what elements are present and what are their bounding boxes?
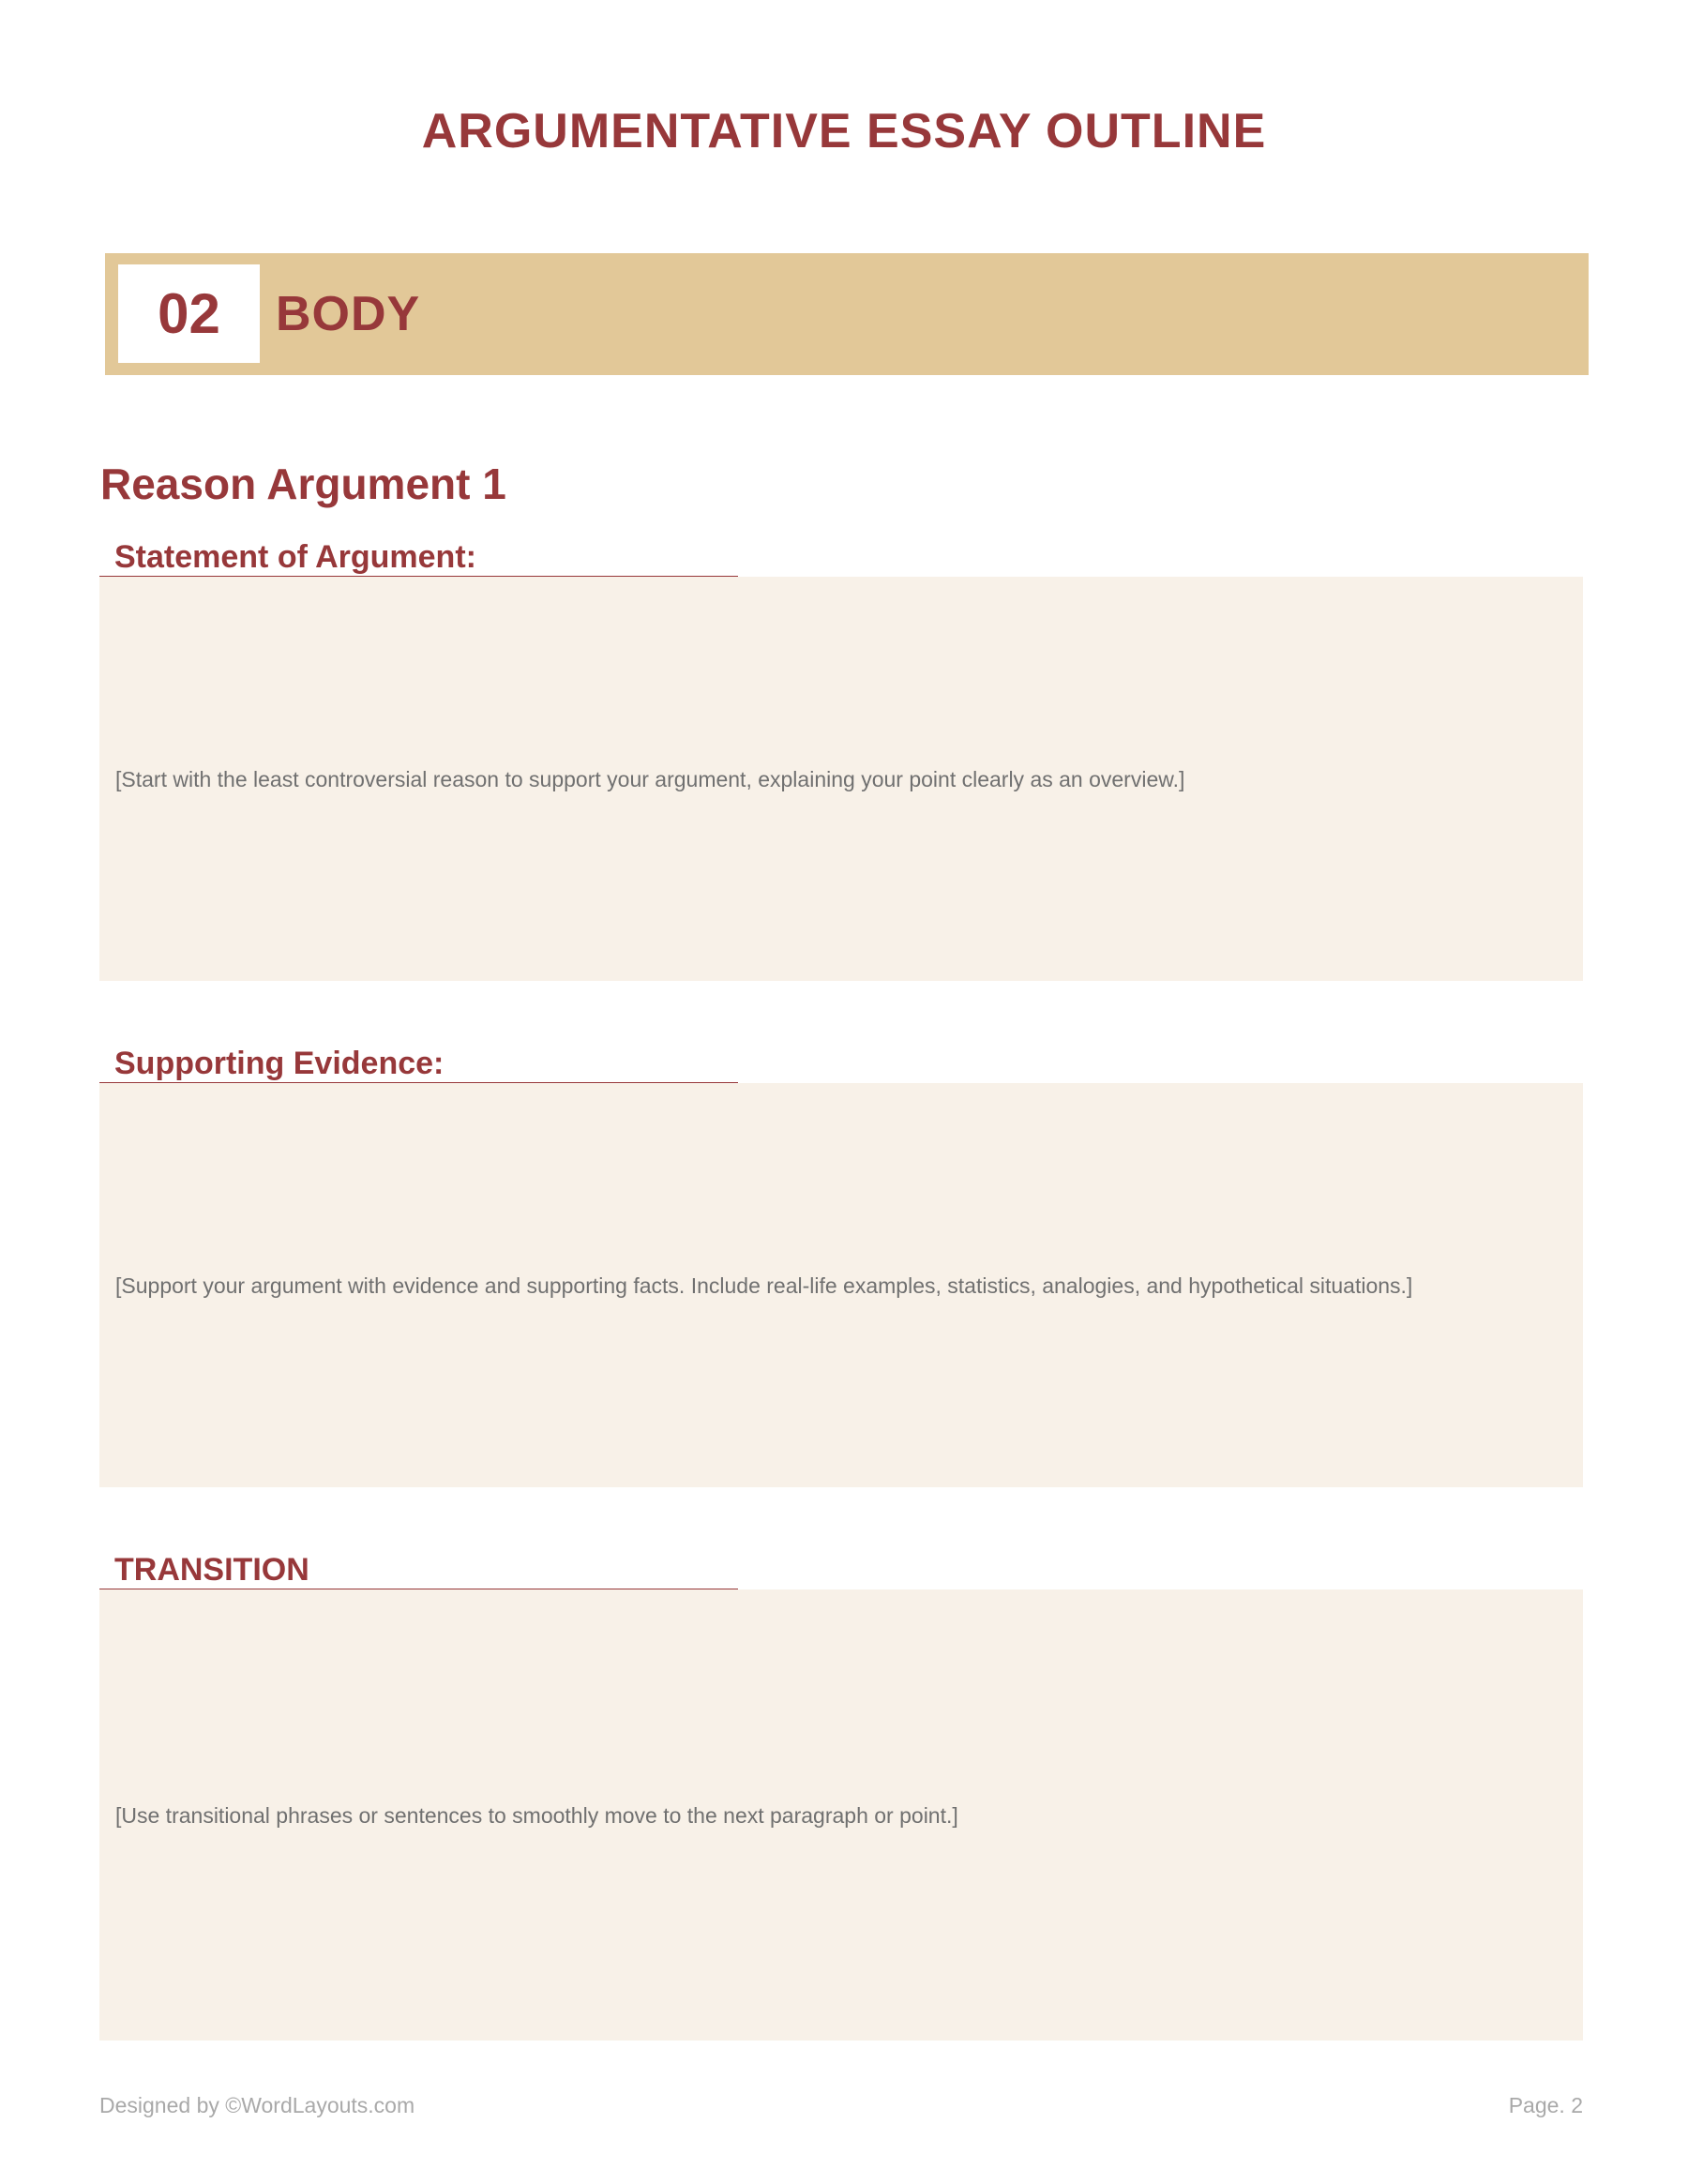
evidence-label: Supporting Evidence: — [114, 1046, 445, 1081]
section-number: 02 — [118, 264, 260, 363]
statement-field[interactable] — [99, 577, 1583, 981]
footer-credit: Designed by ©WordLayouts.com — [99, 2093, 415, 2117]
section-title: BODY — [276, 287, 421, 341]
statement-placeholder: [Start with the least controversial reason to support your argument, explaining your point clearly as an overview.] — [115, 766, 1185, 791]
transition-placeholder: [Use transitional phrases or sentences to smoothly move to the next paragraph or point.] — [115, 1802, 958, 1828]
section-banner — [105, 253, 1589, 375]
transition-field[interactable] — [99, 1589, 1583, 2041]
evidence-field[interactable] — [99, 1083, 1583, 1487]
statement-label: Statement of Argument: — [114, 539, 476, 575]
page-number: Page. 2 — [1508, 2093, 1583, 2117]
evidence-placeholder: [Support your argument with evidence and supporting facts. Include real-life examples, statistics, analogies, and hypothetical situations.] — [115, 1273, 1413, 1298]
transition-label: TRANSITION — [114, 1552, 309, 1588]
document-title: ARGUMENTATIVE ESSAY OUTLINE — [421, 104, 1267, 158]
reason-title: Reason Argument 1 — [100, 459, 506, 508]
